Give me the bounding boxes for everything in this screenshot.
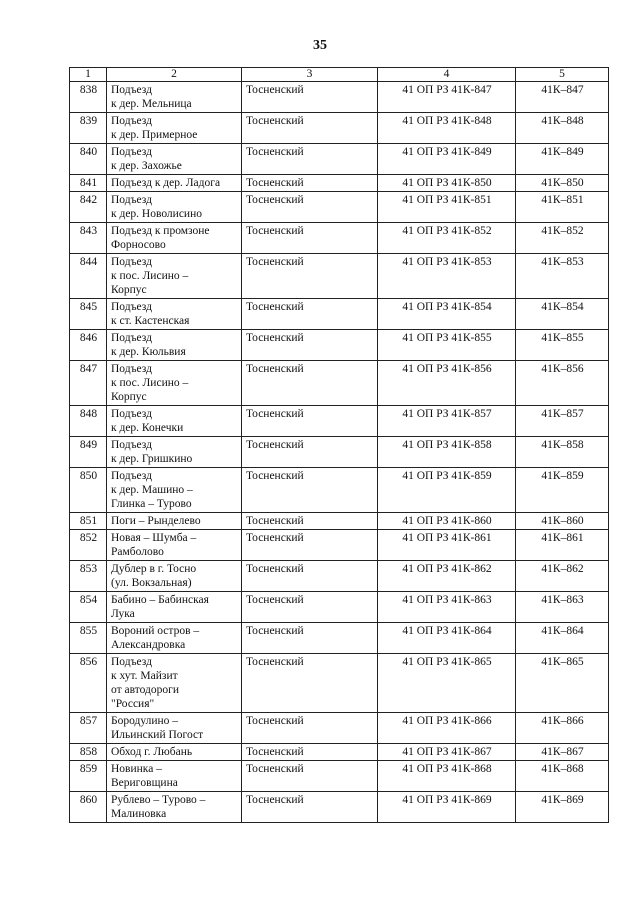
road-name-line: к дер. Новолисино: [111, 208, 202, 220]
row-number: 853: [70, 561, 107, 592]
road-name-line: Подъезд: [111, 363, 152, 375]
table-row: [70, 761, 609, 792]
header-col-2: 2: [107, 68, 242, 82]
road-name-line: Веригoвщина: [111, 777, 178, 789]
table-body: [70, 82, 609, 823]
road-name-line: Малиновка: [111, 808, 167, 820]
row-number: 843: [70, 223, 107, 254]
road-name-line: Рублево – Турово –: [111, 794, 206, 806]
road-name: [107, 561, 242, 592]
road-name: [107, 530, 242, 561]
road-name-line: Подъезд: [111, 408, 152, 420]
district: Тосненский: [242, 561, 378, 592]
road-id: 41К–855: [516, 330, 609, 361]
road-name: [107, 330, 242, 361]
table-row: [70, 437, 609, 468]
row-number: 850: [70, 468, 107, 513]
road-name: [107, 82, 242, 113]
district: Тосненский: [242, 468, 378, 513]
road-id: 41К–860: [516, 513, 609, 530]
row-number: 854: [70, 592, 107, 623]
road-name-line: к дер. Захожье: [111, 160, 182, 172]
road-code: 41 ОП РЗ 41К-851: [378, 192, 516, 223]
road-name: [107, 792, 242, 823]
road-id: 41К–849: [516, 144, 609, 175]
road-code: 41 ОП РЗ 41К-860: [378, 513, 516, 530]
table-row: [70, 592, 609, 623]
road-name: [107, 254, 242, 299]
road-name: [107, 654, 242, 713]
road-name-line: Александровка: [111, 639, 186, 651]
district: Тосненский: [242, 330, 378, 361]
district: Тосненский: [242, 623, 378, 654]
road-name-line: Подъезд: [111, 656, 152, 668]
road-name-line: от автодороги: [111, 684, 180, 696]
table-row: [70, 192, 609, 223]
road-id: 41К–851: [516, 192, 609, 223]
road-name-line: Подъезд: [111, 332, 152, 344]
road-code: 41 ОП РЗ 41К-861: [378, 530, 516, 561]
road-name-line: (ул. Вокзальная): [111, 577, 192, 589]
road-code: 41 ОП РЗ 41К-859: [378, 468, 516, 513]
road-name-line: Подъезд: [111, 194, 152, 206]
row-number: 838: [70, 82, 107, 113]
road-id: 41К–866: [516, 713, 609, 744]
district: Тосненский: [242, 223, 378, 254]
road-code: 41 ОП РЗ 41К-854: [378, 299, 516, 330]
road-name-line: Дублер в г. Тосно: [111, 563, 197, 575]
table-row: [70, 468, 609, 513]
road-name-line: Подъезд: [111, 115, 152, 127]
road-name-line: к пос. Лисино –: [111, 377, 189, 389]
district: Тосненский: [242, 254, 378, 299]
table-row: [70, 530, 609, 561]
row-number: 847: [70, 361, 107, 406]
road-name: [107, 437, 242, 468]
road-name-line: Глинка – Турово: [111, 498, 192, 510]
road-code: 41 ОП РЗ 41К-869: [378, 792, 516, 823]
row-number: 846: [70, 330, 107, 361]
road-code: 41 ОП РЗ 41К-858: [378, 437, 516, 468]
road-name: [107, 468, 242, 513]
road-code: 41 ОП РЗ 41К-868: [378, 761, 516, 792]
district: Тосненский: [242, 744, 378, 761]
road-name-line: к дер. Конечки: [111, 422, 184, 434]
road-name-line: Подъезд к дер. Ладога: [111, 177, 221, 189]
row-number: 852: [70, 530, 107, 561]
road-name: [107, 175, 242, 192]
table-row: [70, 175, 609, 192]
road-name: [107, 192, 242, 223]
road-name-line: Рамболово: [111, 546, 164, 558]
road-id: 41К–857: [516, 406, 609, 437]
header-col-1: 1: [70, 68, 107, 82]
road-code: 41 ОП РЗ 41К-856: [378, 361, 516, 406]
road-id: 41К–848: [516, 113, 609, 144]
road-name-line: Подъезд: [111, 470, 152, 482]
district: Тосненский: [242, 175, 378, 192]
road-code: 41 ОП РЗ 41К-855: [378, 330, 516, 361]
road-name-line: Новинка –: [111, 763, 162, 775]
row-number: 859: [70, 761, 107, 792]
row-number: 858: [70, 744, 107, 761]
row-number: 855: [70, 623, 107, 654]
road-code: 41 ОП РЗ 41К-867: [378, 744, 516, 761]
table-row: [70, 713, 609, 744]
road-id: 41К–864: [516, 623, 609, 654]
road-name-line: Бородулино –: [111, 715, 179, 727]
road-name: [107, 744, 242, 761]
road-id: 41К–858: [516, 437, 609, 468]
table-row: [70, 361, 609, 406]
row-number: 849: [70, 437, 107, 468]
road-name-line: к дер. Гришкино: [111, 453, 193, 465]
table-row: [70, 654, 609, 713]
row-number: 844: [70, 254, 107, 299]
road-name-line: Вороний остров –: [111, 625, 200, 637]
table-row: [70, 330, 609, 361]
table-header: [70, 68, 609, 82]
row-number: 851: [70, 513, 107, 530]
road-code: 41 ОП РЗ 41К-864: [378, 623, 516, 654]
road-id: 41К–850: [516, 175, 609, 192]
road-id: 41К–869: [516, 792, 609, 823]
road-name-line: Лука: [111, 608, 135, 620]
road-name-line: к дер. Мельница: [111, 98, 192, 110]
roads-table: [69, 67, 609, 823]
district: Тосненский: [242, 513, 378, 530]
road-name-line: к ст. Кастенская: [111, 315, 190, 327]
road-name-line: Поги – Рынделево: [111, 515, 201, 527]
road-code: 41 ОП РЗ 41К-852: [378, 223, 516, 254]
district: Тосненский: [242, 113, 378, 144]
row-number: 842: [70, 192, 107, 223]
road-name-line: Подъезд: [111, 146, 152, 158]
road-name-line: Форносово: [111, 239, 166, 251]
row-number: 856: [70, 654, 107, 713]
table-row: [70, 406, 609, 437]
table-row: [70, 254, 609, 299]
road-name-line: Ильинский Погост: [111, 729, 204, 741]
road-code: 41 ОП РЗ 41К-853: [378, 254, 516, 299]
road-name: [107, 361, 242, 406]
road-name-line: Новая – Шумба –: [111, 532, 197, 544]
road-code: 41 ОП РЗ 41К-847: [378, 82, 516, 113]
road-code: 41 ОП РЗ 41К-857: [378, 406, 516, 437]
road-name: [107, 406, 242, 437]
road-name-line: Корпус: [111, 391, 147, 403]
road-name-line: "Россия": [111, 698, 155, 710]
district: Тосненский: [242, 530, 378, 561]
road-name-line: к дер. Кюльвия: [111, 346, 186, 358]
district: Тосненский: [242, 713, 378, 744]
row-number: 857: [70, 713, 107, 744]
road-name-line: Корпус: [111, 284, 147, 296]
road-code: 41 ОП РЗ 41К-848: [378, 113, 516, 144]
district: Тосненский: [242, 361, 378, 406]
district: Тосненский: [242, 144, 378, 175]
row-number: 840: [70, 144, 107, 175]
row-number: 841: [70, 175, 107, 192]
road-name: [107, 713, 242, 744]
header-col-4: 4: [378, 68, 516, 82]
table-row: [70, 561, 609, 592]
header-col-5: 5: [516, 68, 609, 82]
row-number: 839: [70, 113, 107, 144]
road-name: [107, 623, 242, 654]
road-name-line: Подъезд: [111, 301, 152, 313]
road-id: 41К–847: [516, 82, 609, 113]
road-name-line: Подъезд: [111, 84, 152, 96]
road-id: 41К–859: [516, 468, 609, 513]
road-id: 41К–865: [516, 654, 609, 713]
road-name-line: Бабино – Бабинская: [111, 594, 209, 606]
road-name-line: к дер. Примерное: [111, 129, 198, 141]
district: Тосненский: [242, 654, 378, 713]
table-row: [70, 113, 609, 144]
road-name-line: к дер. Машино –: [111, 484, 193, 496]
district: Тосненский: [242, 792, 378, 823]
district: Тосненский: [242, 406, 378, 437]
road-id: 41К–862: [516, 561, 609, 592]
header-col-3: 3: [242, 68, 378, 82]
road-id: 41К–854: [516, 299, 609, 330]
road-code: 41 ОП РЗ 41К-866: [378, 713, 516, 744]
row-number: 860: [70, 792, 107, 823]
road-name: [107, 144, 242, 175]
road-id: 41К–861: [516, 530, 609, 561]
road-id: 41К–868: [516, 761, 609, 792]
table-row: [70, 144, 609, 175]
district: Тосненский: [242, 761, 378, 792]
road-code: 41 ОП РЗ 41К-865: [378, 654, 516, 713]
row-number: 845: [70, 299, 107, 330]
road-name-line: Подъезд: [111, 256, 152, 268]
district: Тосненский: [242, 299, 378, 330]
road-name-line: к пос. Лисино –: [111, 270, 189, 282]
road-name: [107, 299, 242, 330]
road-name: [107, 113, 242, 144]
table-row: [70, 623, 609, 654]
road-name: [107, 592, 242, 623]
table-row: [70, 223, 609, 254]
table-row: [70, 513, 609, 530]
road-name: [107, 761, 242, 792]
road-code: 41 ОП РЗ 41К-863: [378, 592, 516, 623]
road-name: [107, 223, 242, 254]
road-code: 41 ОП РЗ 41К-850: [378, 175, 516, 192]
road-id: 41К–852: [516, 223, 609, 254]
road-code: 41 ОП РЗ 41К-849: [378, 144, 516, 175]
road-name: [107, 513, 242, 530]
road-name-line: Подъезд к промзоне: [111, 225, 210, 237]
road-name-line: к хут. Майзит: [111, 670, 178, 682]
road-code: 41 ОП РЗ 41К-862: [378, 561, 516, 592]
row-number: 848: [70, 406, 107, 437]
district: Тосненский: [242, 437, 378, 468]
road-id: 41К–863: [516, 592, 609, 623]
road-id: 41К–867: [516, 744, 609, 761]
table-row: [70, 82, 609, 113]
table-row: [70, 792, 609, 823]
road-id: 41К–856: [516, 361, 609, 406]
district: Тосненский: [242, 592, 378, 623]
road-name-line: Обход г. Любань: [111, 746, 193, 758]
district: Тосненский: [242, 82, 378, 113]
road-id: 41К–853: [516, 254, 609, 299]
table-row: [70, 744, 609, 761]
district: Тосненский: [242, 192, 378, 223]
road-name-line: Подъезд: [111, 439, 152, 451]
header-row: [70, 68, 609, 82]
table-row: [70, 299, 609, 330]
page-number: 35: [313, 38, 327, 53]
